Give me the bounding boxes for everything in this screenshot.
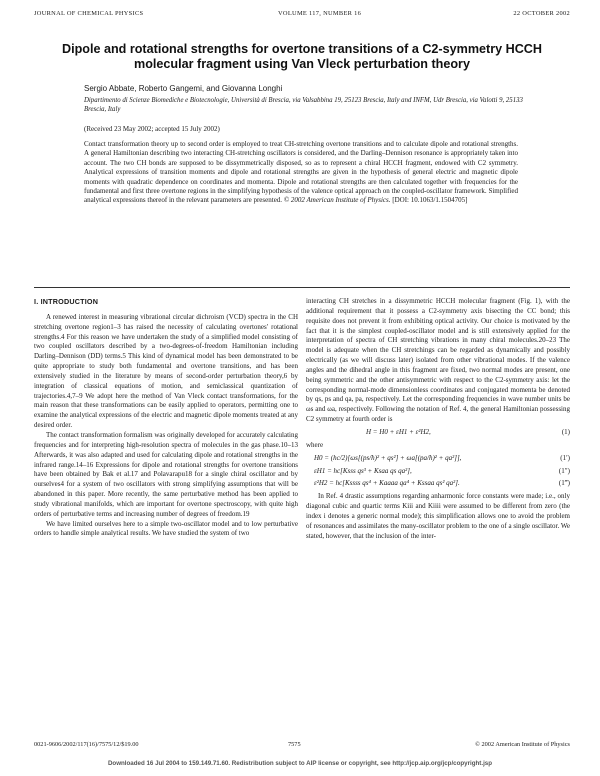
authors: Sergio Abbate, Roberto Gangemi, and Giovanna Longhi [84, 84, 283, 93]
right-column [306, 297, 570, 541]
section-divider [34, 287, 570, 288]
received-dates: (Received 23 May 2002; accepted 15 July 2002) [84, 125, 220, 133]
affiliation: Dipartimento di Scienze Biomediche e Biotecnologie, Università di Brescia, via Valsabbina 19, 25123 Brescia, Italy and INFM, Udr Brescia, via Valotti 9, 25133 Brescia, Italy [84, 97, 523, 113]
equation-1 [306, 428, 570, 438]
left-column [34, 297, 298, 539]
footer-copyright: © 2002 American Institute of Physics [475, 741, 570, 748]
issue-date: 22 OCTOBER 2002 [513, 10, 570, 17]
equation-3 [306, 467, 570, 477]
intro-paragraph-2: The contact transformation formalism was originally developed for accurately calculating frequencies and for interpreting high-resolution spectra of molecules in the gas phase.10–13 Afterwards, it was also adapted and used for calculating dipole and rotational strengths in the infrared range.14–16 Expressions for dipole and rotational strengths for overtone transitions have been obtained by Bak et al.17 and Polavarapu18 for a single chiral oscillator and by ourselves4 for a system of two oscillators with strong simplifying assumptions that will be abandoned in this paper. More recently, the same perturbative method has been applied to study vibrational manifolds, which are important for overtone spectroscopy, with quite high orders of perturbative terms and increasing number of degrees of freedom.19 [34, 430, 298, 518]
abstract [84, 140, 518, 206]
equation-2-body: H0 = (hc/2)[ωs[(ps/ħ)² + qs²] + ωa[(pa/ħ)² + qa²]], [314, 453, 462, 462]
section-heading: I. INTRODUCTION [34, 297, 99, 306]
equation-1-number: (1) [561, 427, 570, 436]
paper-title: Dipole and rotational strengths for overtone transitions of a C2-symmetry HCCH molecular fragment using Van Vleck perturbation theory [61, 42, 543, 71]
abstract-text: Contact transformation theory up to second order is employed to treat CH-stretching overtone transitions and to calculate dipole and rotational strengths. A general Hamiltonian describing two interacting CH-stretching oscillators is considered, and the Darling–Dennison resonance is appropriately taken into account. The two CH bonds are supposed to be dissymmetrically disposed, so as to represent a chiral HCCH fragment, endowed with C2 symmetry. Analytical expressions of transition moments and dipole and rotational strengths are given in the hypothesis of general electric and magnetic dipole moments with quadratic dependence on coordinates and momenta. Dipole and rotational strengths are then calculated together with frequencies for the fundamental and first three overtone regions in the simplifying hypothesis of the valence optical approach on the coupled-oscillator framework. Simplified analytical expressions thereof in the relevant parameters are presented. [84, 140, 518, 205]
right-paragraph-1: interacting CH stretches in a dissymmetric HCCH molecular fragment (Fig. 1), with the additional requirement that it possess a C2-symmetry axis bisecting the CC bond; this requisite does not prevent it from exhibiting optical activity. Our choice is motivated by the fact that it is the simplest coupled-oscillator model and is still extensively applied for the interpretation of spectra of CH stretching vibrations in many chiral molecules.20–23 The model is adequate when the CH stretchings can be regarded as dynamically and possibly electrically (as we will discuss later) isolated from other vibrational modes. If the valence angles and the dihedral angle in this fragment are fixed, two normal modes are present, one being symmetric and the other antisymmetric with respect to the C2-symmetry axis: let the corresponding normal-mode dimensionless coordinates and conjugated momenta be denoted by qs, ps and qa, pa, respectively. Let the corresponding frequencies in wave number units be ωs and ωa, respectively. Following the notation of Ref. 4, the general Hamiltonian possessing C2 symmetry at fourth order is [306, 297, 570, 424]
intro-paragraph-1: A renewed interest in measuring vibrational circular dichroism (VCD) spectra in the CH stretching overtone region1–3 has raised the necessity of calculating overtones' rotational strengths.4 For this reason we have undertaken the study of a simplified model consisting of two coupled oscillators described by a two-degrees-of-freedom Hamiltonian including Darling–Dennison (DD) terms.5 This kind of dynamical model has been demonstrated to be quite appropriate to study both fundamental and overtone transitions, and has been extensively studied in the literature by means of second-order perturbation theory,6 by integration of classical equations of motion, and semiclassical quantization of trajectories.4,7–9 We adopt here the method of Van Vleck contact transformations, for the main reason that these transformations can be easily applied to operators, permitting one to examine the analytical expressions of the electric and magnetic dipole moments treated at any desired order. [34, 312, 298, 430]
where-label: where [306, 440, 324, 449]
volume-number: VOLUME 117, NUMBER 16 [278, 10, 362, 17]
equation-1-body: H = H0 + εH1 + ε²H2, [366, 427, 431, 436]
page-number: 7575 [288, 741, 301, 748]
equation-3-body: εH1 = hc[Ksss qs³ + Ksaa qs qa²], [314, 466, 412, 475]
equation-3-number: (1″) [558, 466, 570, 475]
running-header [34, 10, 570, 20]
abstract-copyright: © 2002 American Institute of Physics. [283, 196, 391, 205]
equation-4 [306, 479, 570, 489]
doi-link[interactable]: [DOI: 10.1063/1.1504705] [392, 196, 468, 205]
equation-2 [306, 454, 570, 464]
intro-paragraph-3: We have limited ourselves here to a simple two-oscillator model and to low perturbative orders to handle simple analytical results. We have studied the system of two [34, 519, 298, 538]
equation-4-number: (1‴) [558, 479, 570, 488]
download-notice[interactable]: Downloaded 16 Jul 2004 to 159.149.71.60. Redistribution subject to AIP license or copyright, see http://jcp.aip.org/jcp/copyright.jsp [107, 760, 493, 767]
footer-issn: 0021-9606/2002/117(16)/7575/12/$19.00 [34, 741, 139, 748]
right-paragraph-2: In Ref. 4 drastic assumptions regarding anharmonic force constants were made; i.e., only diagonal cubic and quartic terms Kiii and Kiiii were assumed to be different from zero (the index i denotes a generic normal mode); this simplification allows one to avoid the problem of resonances and assimilates the many-oscillator problem to the one of a single oscillator. We stated, however, that the inclusion of the inter- [306, 492, 570, 540]
journal-name: JOURNAL OF CHEMICAL PHYSICS [34, 10, 144, 17]
equation-4-body: ε²H2 = hc[Kssss qs⁴ + Kaaaa qa⁴ + Kssaa qs² qa²]. [314, 479, 460, 488]
equation-2-number: (1′) [560, 453, 570, 462]
